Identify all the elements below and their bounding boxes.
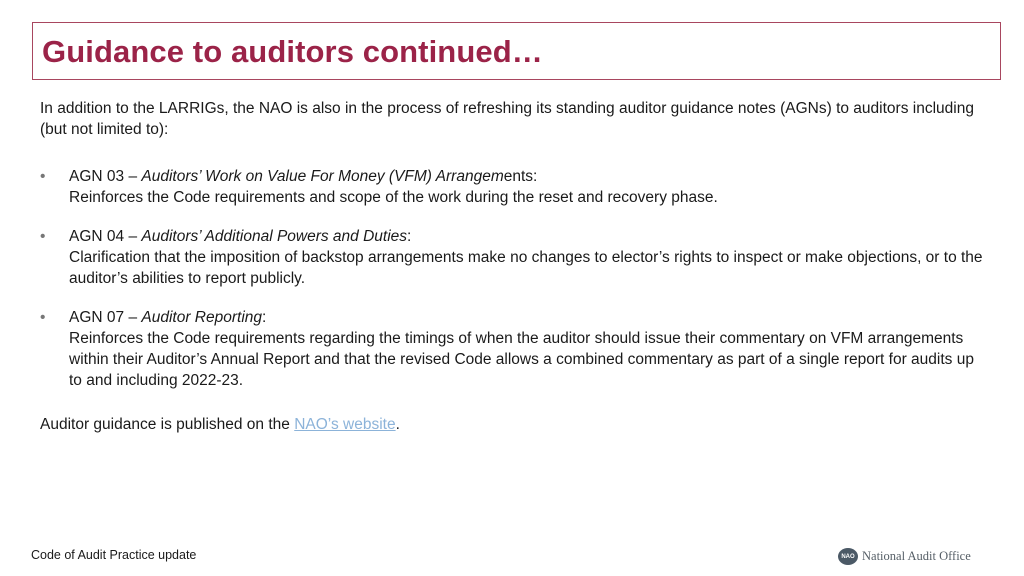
agn-04-title: Auditors’ Additional Powers and Duties [141,228,408,245]
bullet-icon: • [40,168,46,185]
agn-04-code: AGN 04 – [69,228,142,245]
outro-paragraph [40,414,990,435]
nao-logo-icon: NAO [838,548,858,565]
bullet-icon: • [40,309,46,326]
agn-03-code: AGN 03 – [69,168,142,185]
agn-04-heading [69,226,990,247]
nao-logo [838,548,971,565]
agn-04-item [40,226,990,289]
agn-07-title-tail: : [262,309,267,326]
outro-suffix: . [395,416,400,433]
title-box [32,22,1001,80]
content-body [40,98,990,435]
agn-04-description: Clarification that the imposition of backstop arrangements make no changes to elector’s rights to inspect or make objections, or to the auditor’s abilities to report publicly. [69,249,983,287]
agn-07-item [40,307,990,391]
agn-07-code: AGN 07 – [69,309,142,326]
agn-07-heading [69,307,990,328]
footer-text: Code of Audit Practice update [31,548,197,562]
agn-07-title: Auditor Reporting [141,309,262,326]
agn-03-heading [69,166,990,187]
agn-03-description: Reinforces the Code requirements and scope of the work during the reset and recovery phase. [69,189,718,206]
nao-website-link[interactable]: NAO’s website [294,416,396,433]
agn-03-title-tail: ents: [503,168,538,185]
bullet-icon: • [40,228,46,245]
nao-logo-text: National Audit Office [862,549,971,563]
outro-prefix: Auditor guidance is published on the [40,416,295,433]
agn-03-item [40,166,990,208]
page-title: Guidance to auditors continued… [42,34,543,69]
intro-paragraph: In addition to the LARRIGs, the NAO is also in the process of refreshing its standing auditor guidance notes (AGNs) to auditors including (but not limited to): [40,100,974,138]
agn-03-title: Auditors’ Work on Value For Money (VFM) Arrangem [141,168,504,185]
agn-07-description: Reinforces the Code requirements regarding the timings of when the auditor should issue their commentary on VFM arrangements within their Auditor’s Annual Report and that the revised Code allows a combined commentary as part of a single report for audits up to and including 2022-23. [69,330,974,389]
agn-04-title-tail: : [407,228,412,245]
